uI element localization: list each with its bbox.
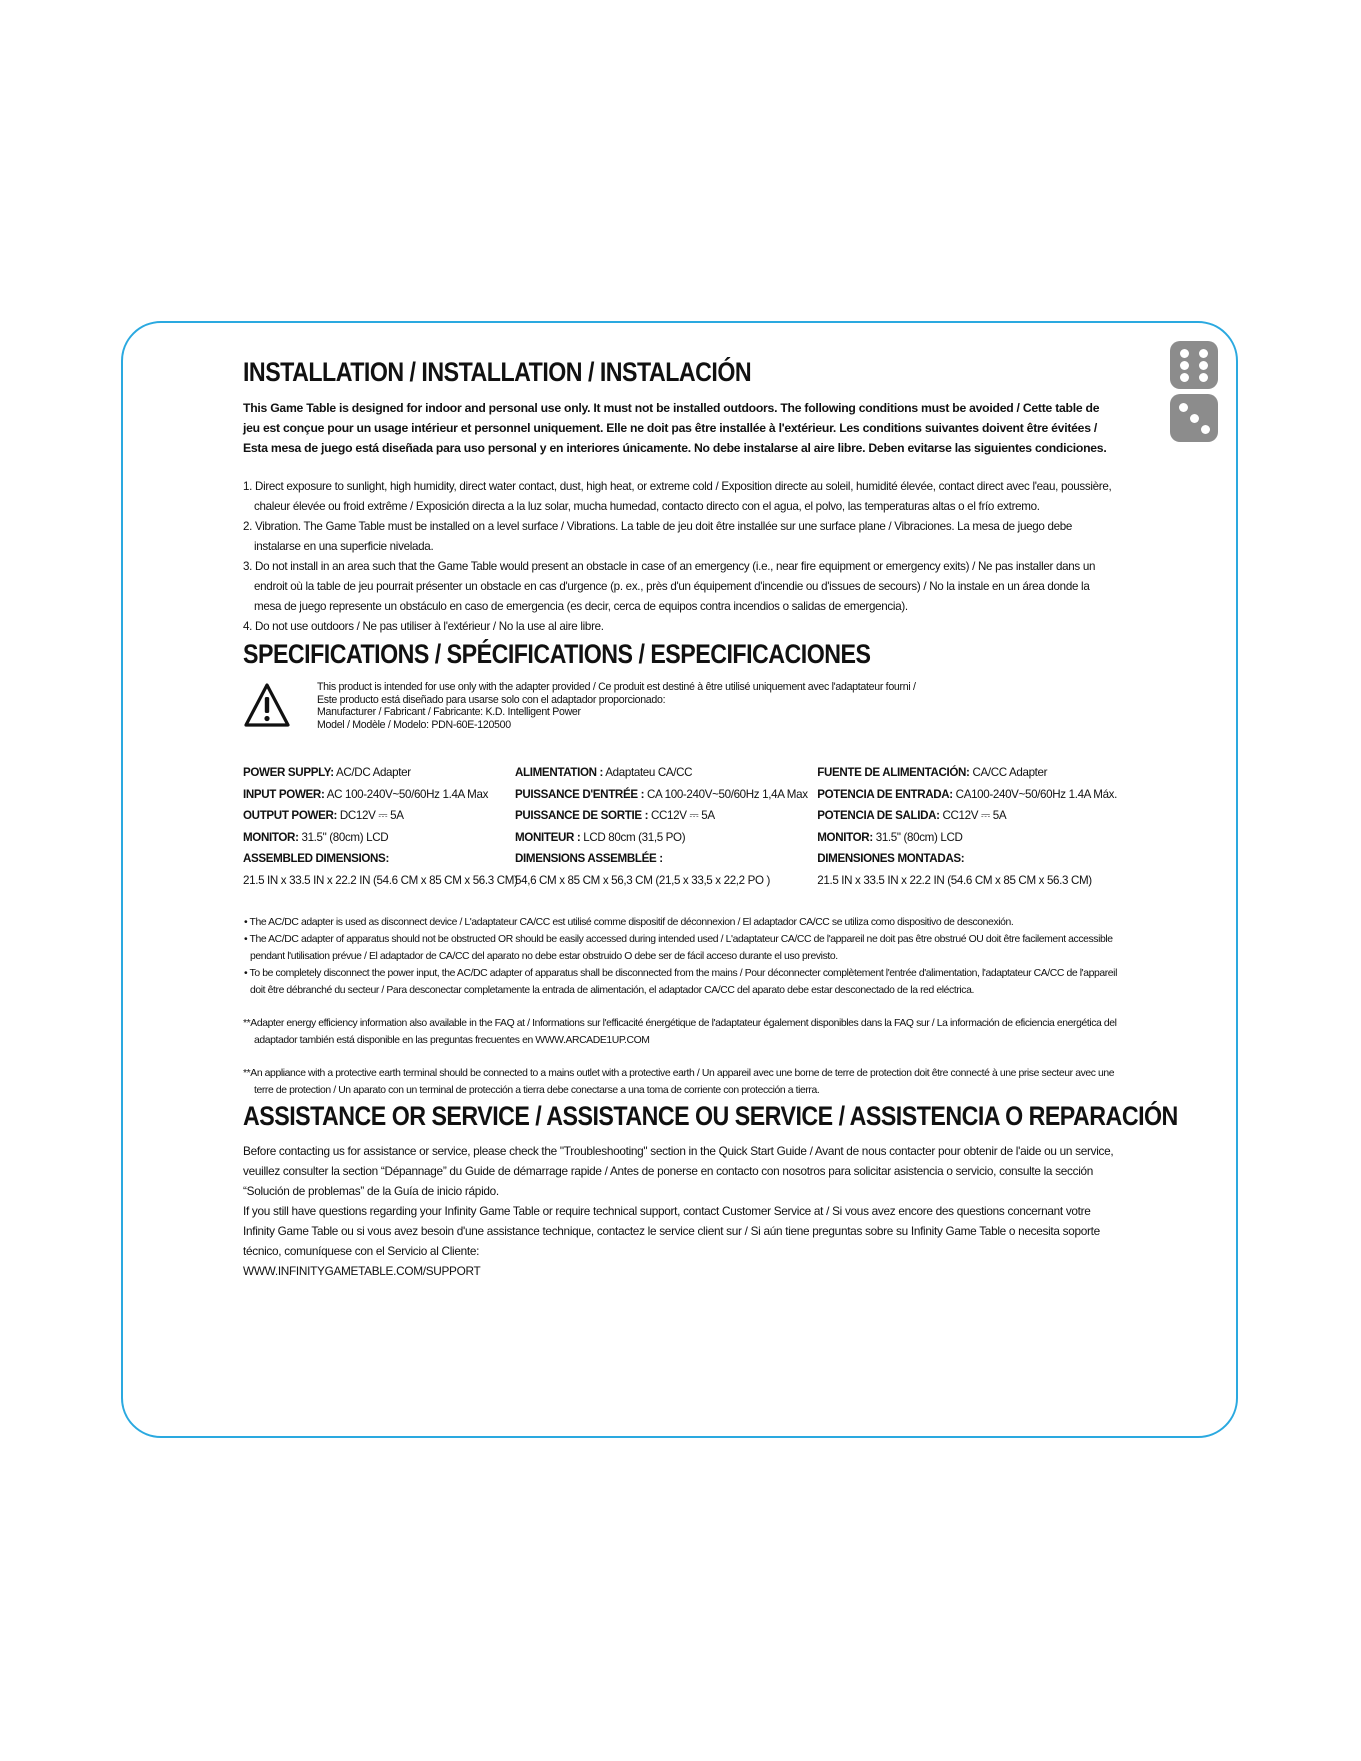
spec-label: POWER SUPPLY: <box>243 766 334 779</box>
installation-heading: INSTALLATION / INSTALLATION / INSTALACIÓN <box>243 357 752 387</box>
spec-row <box>515 827 817 849</box>
spec-row <box>817 784 1117 806</box>
support-url: WWW.INFINITYGAMETABLE.COM/SUPPORT <box>243 1264 481 1278</box>
spec-row <box>243 762 515 784</box>
spec-column-spanish <box>817 762 1117 891</box>
notice-line: This product is intended for use only with the adapter provided / Ce produit est destiné à être utilisé uniquement avec l'adaptateur fourni / <box>317 681 916 693</box>
safety-bullet: • The AC/DC adapter of apparatus should not be obstructed OR should be easily accessed during intended used / L'adaptateur CA/CC de l'appareil ne doit pas être obstrué OU doit être facilement accessible pendant l'utilisation prévue / El adaptador de CA/CC del aparato no debe estar obstruido O debe ser de fácil acceso durante el uso previsto. <box>244 934 1113 962</box>
assistance-paragraph: Before contacting us for assistance or service, please check the "Troubleshooting" section in the Quick Start Guide / Avant de nous contacter pour obtenir de l'aide ou un service, veuillez consulter la section “Dépannage” du Guide de démarrage rapide / Antes de ponerse en contacto con nosotros para solicitar asistencia o servicio, consulte la sección “Solución de problemas” de la Guía de inicio rápido. <box>243 1144 1114 1198</box>
dice-three-icon <box>1170 394 1218 442</box>
spec-row <box>515 848 817 870</box>
spec-label: MONITOR: <box>243 830 299 844</box>
spec-value: LCD 80cm (31,5 PO) <box>580 830 686 844</box>
spec-row <box>515 805 817 827</box>
spec-label: POTENCIA DE SALIDA: <box>817 809 940 822</box>
spec-value: CC12V ⎓ 5A <box>939 809 1007 822</box>
notice-line: Model / Modèle / Modelo: PDN-60E-120500 <box>317 718 511 731</box>
spec-row <box>243 848 515 870</box>
spec-label: ALIMENTATION : <box>515 766 604 779</box>
assistance-text <box>243 1141 1117 1281</box>
spec-row <box>817 805 1117 827</box>
spec-column-english <box>243 762 518 891</box>
spec-row <box>515 784 817 806</box>
spec-value: CA100-240V~50/60Hz 1.4A Máx. <box>952 787 1117 801</box>
spec-row <box>515 870 817 892</box>
spec-value: CA/CC Adapter <box>969 766 1048 779</box>
condition-item: 3. Do not install in an area such that the Game Table would present an obstacle in case of an emergency (i.e., near fire equipment or emergency exits) / Ne pas installer dans un endroit où la table de jeu pourrait présenter un obstacle en cas d'urgence (p. ex., près d'un équipement d'incendie ou d'issues de secours) / No la instale en un área donde la mesa de juego represente un obstáculo en caso de emergencia (es decir, cerca de equipos contra incendios o salidas de emergencia). <box>243 560 1096 613</box>
spec-column-french <box>515 762 817 891</box>
warning-triangle-icon <box>244 682 290 728</box>
safety-bullet: • To be completely disconnect the power input, the AC/DC adapter of apparatus shall be disconnected from the mains / Pour déconnecter complètement l'entrée d'alimentation, l'adaptateur CA/CC de l'appareil doit être débranché du secteur / Para desconectar completamente la entrada de alimentación, el adaptador CA/CC del aparato debe estar desconectado de la red eléctrica. <box>244 968 1117 996</box>
document-content <box>243 355 1178 1281</box>
assistance-heading: ASSISTANCE OR SERVICE / ASSISTANCE OU SERVICE / ASSISTENCIA O REPARACIÓN <box>243 1101 1178 1131</box>
spec-label: MONITOR: <box>817 830 873 844</box>
adapter-notice <box>243 681 1117 731</box>
spec-value: 31.5" (80cm) LCD <box>872 830 963 844</box>
assistance-paragraph: If you still have questions regarding your Infinity Game Table or require technical support, contact Customer Service at / Si vous avez encore des questions concernant votre Infinity Game Table ou si vous avez besoin d'une assistance technique, contactez le service client sur / Si aún tiene preguntas sobre su Infinity Game Table o necesita soporte técnico, comuníquese con el Servicio al Cliente: <box>243 1204 1100 1258</box>
installation-intro: This Game Table is designed for indoor and personal use only. It must not be installed outdoors. The following conditions must be avoided / Cette table de jeu est conçue pour un usage intérieur et personnel uniquement. Elle ne doit pas être installée à l'extérieur. Les conditions suivantes doivent être évitées / Esta mesa de juego está diseñada para uso personal y en interiores únicamente. No debe instalarse al aire libre. Deben evitarse las siguientes condiciones. <box>243 401 1107 455</box>
spec-value: AC/DC Adapter <box>333 766 411 779</box>
spec-value: 21.5 IN x 33.5 IN x 22.2 IN (54.6 CM x 85 CM x 56.3 CM) <box>243 873 518 887</box>
specifications-heading: SPECIFICATIONS / SPÉCIFICATIONS / ESPECIFICACIONES <box>243 639 871 669</box>
spec-row <box>243 870 518 892</box>
condition-item: 2. Vibration. The Game Table must be installed on a level surface / Vibrations. La table de jeu doit être installée sur une surface plane / Vibraciones. La mesa de juego debe instalarse en una superficie nivelada. <box>243 520 1073 553</box>
spec-label: MONITEUR : <box>515 830 581 844</box>
spec-row <box>817 762 1117 784</box>
earth-terminal-note: **An appliance with a protective earth terminal should be connected to a mains outlet with a protective earth / Un appareil avec une borne de terre de protection doit être connecté à une prise secteur avec une terre de protection / Un aparato con un terminal de protección a tierra debe conectarse a una toma de corriente con protección a tierra. <box>243 1068 1115 1096</box>
spec-label: ASSEMBLED DIMENSIONS: <box>243 852 389 865</box>
spec-row <box>243 784 515 806</box>
spec-value: AC 100-240V~50/60Hz 1.4A Max <box>324 787 489 801</box>
spec-label: PUISSANCE DE SORTIE : <box>515 809 649 822</box>
spec-label: DIMENSIONS ASSEMBLÉE : <box>515 852 663 865</box>
adapter-notice-text <box>317 681 916 731</box>
efficiency-note: **Adapter energy efficiency information also available in the FAQ at / Informations sur l'efficacité énergétique de l'adaptateur également disponibles dans la FAQ sur / La información de eficiencia energética del adaptador también está disponible en las preguntas frecuentes en WWW.ARCADE1UP.COM <box>243 1018 1117 1046</box>
spec-value: 54,6 CM x 85 CM x 56,3 CM (21,5 x 33,5 x 22,2 PO ) <box>515 873 771 887</box>
spec-row <box>243 827 515 849</box>
notice-line: Este producto está diseñado para usarse solo con el adaptador proporcionado: <box>317 693 666 706</box>
dice-six-icon <box>1170 341 1218 389</box>
spec-label: OUTPUT POWER: <box>243 809 337 822</box>
spec-value: CA 100-240V~50/60Hz 1,4A Max <box>644 787 808 801</box>
safety-bullet: • The AC/DC adapter is used as disconnect device / L'adaptateur CA/CC est utilisé comme dispositif de déconnexion / El adaptador CA/CC se utiliza como dispositivo de desconexión. <box>244 917 1014 928</box>
condition-item: 4. Do not use outdoors / Ne pas utiliser à l'extérieur / No la use al aire libre. <box>243 620 604 633</box>
spec-row <box>243 805 515 827</box>
spec-value: 21.5 IN x 33.5 IN x 22.2 IN (54.6 CM x 85 CM x 56.3 CM) <box>817 873 1092 887</box>
spec-value: Adaptateu CA/CC <box>603 766 693 779</box>
notice-line: Manufacturer / Fabricant / Fabricante: K.D. Intelligent Power <box>317 706 581 718</box>
spec-value: 31.5" (80cm) LCD <box>298 830 389 844</box>
spec-label: INPUT POWER: <box>243 787 325 801</box>
installation-conditions-list <box>243 477 1117 637</box>
spec-row <box>817 848 1117 870</box>
spec-label: POTENCIA DE ENTRADA: <box>817 787 953 801</box>
condition-item: 1. Direct exposure to sunlight, high humidity, direct water contact, dust, high heat, or extreme cold / Exposition directe au soleil, humidité élevée, contact direct avec l'eau, poussière, chaleur élevée ou froid extrême / Exposición directa a la luz solar, mucha humedad, contacto directo con el agua, el polvo, las temperaturas altas o el frío extremo. <box>243 480 1112 513</box>
spec-table <box>243 762 1117 891</box>
spec-value: DC12V ⎓ 5A <box>337 809 404 822</box>
spec-row <box>515 762 817 784</box>
spec-label: FUENTE DE ALIMENTACIÓN: <box>817 766 970 779</box>
spec-value: CC12V ⎓ 5A <box>648 809 715 822</box>
spec-label: DIMENSIONES MONTADAS: <box>817 852 965 865</box>
spec-row <box>817 827 1117 849</box>
spec-row <box>817 870 1117 892</box>
safety-notes <box>243 914 1117 1099</box>
spec-label: PUISSANCE D'ENTRÉE : <box>515 787 645 801</box>
